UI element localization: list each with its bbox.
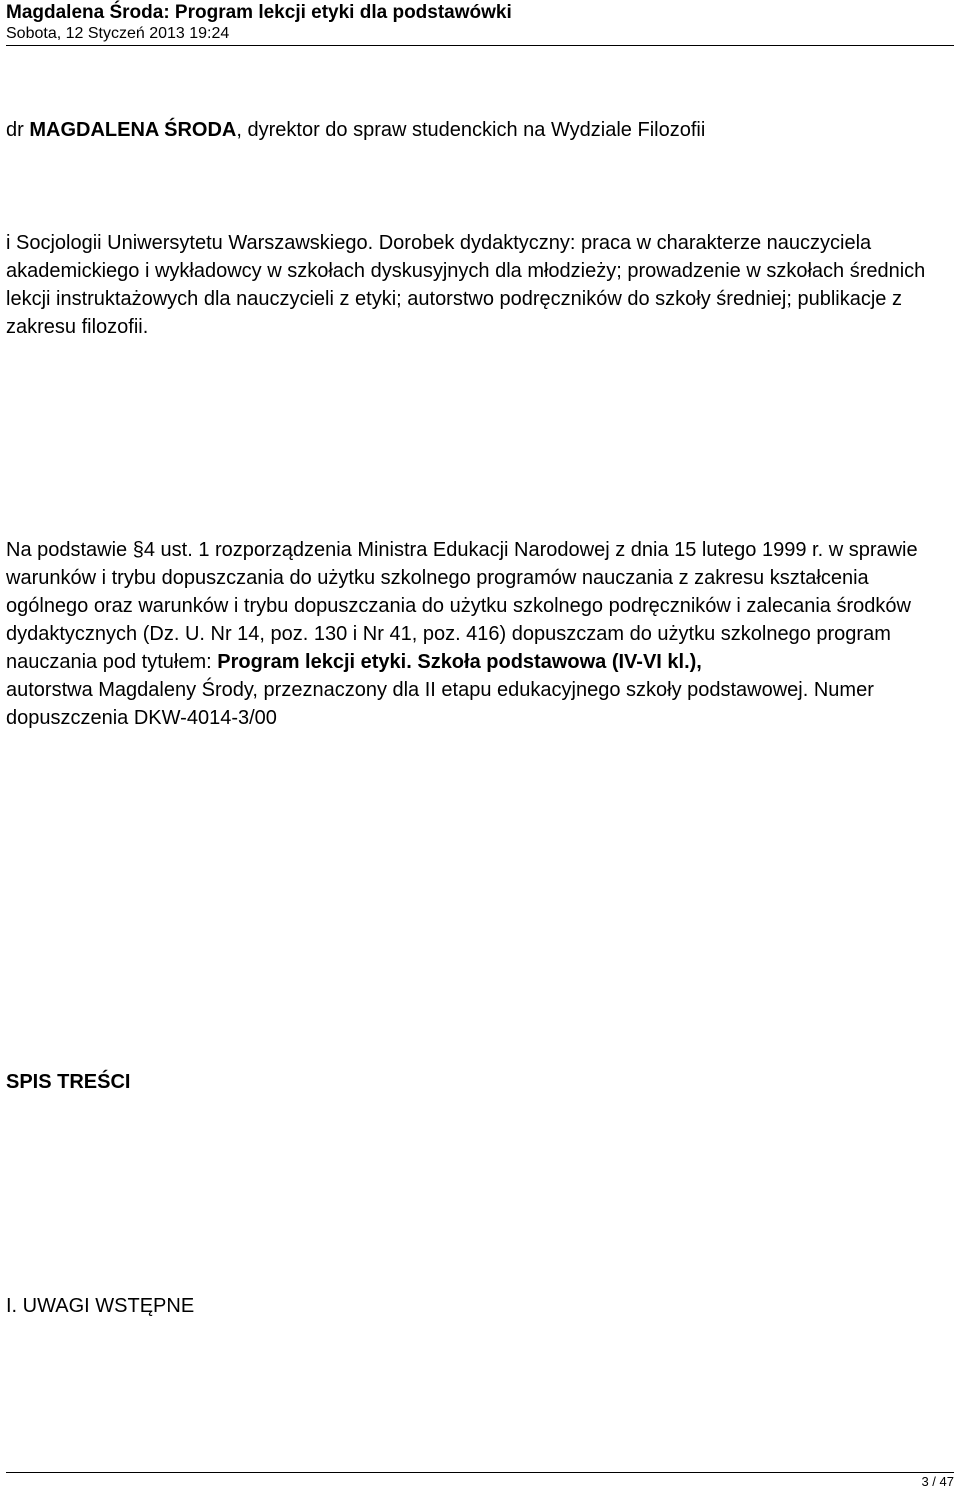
- program-title: Program lekcji etyki. Szkoła podstawowa (IV-VI kl.),: [217, 651, 702, 673]
- document-header: [6, 2, 954, 46]
- section-heading: I. UWAGI WSTĘPNE: [6, 1295, 195, 1317]
- decree-paragraph: [6, 536, 954, 732]
- author-role: , dyrektor do spraw studenckich na Wydziale Filozofii: [236, 119, 706, 141]
- decree-text: Na podstawie §4 ust. 1 rozporządzenia Ministra Edukacji Narodowej z dnia 15 lutego 1999 r. w sprawie warunków i trybu dopuszczania do użytku szkolnego programów nauczania z zakresu kształcenia ogólnego oraz warunków i trybu dopuszczania do użytku szkolnego podręczników i zalecania środków dydaktycznych (Dz. U. Nr 14, poz. 130 i Nr 41, poz. 416) dopuszczam do użytku szkolnego program nauczania pod tytułem:: [6, 539, 918, 673]
- page-footer: [6, 1472, 954, 1491]
- decree-text-continued: autorstwa Magdaleny Środy, przeznaczony dla II etapu edukacyjnego szkoły podstawowej. Numer dopuszczenia DKW-4014-3/00: [6, 679, 874, 729]
- document-date: Sobota, 12 Styczeń 2013 19:24: [6, 25, 230, 42]
- author-name: MAGDALENA ŚRODA: [29, 119, 237, 141]
- author-bio: i Socjologii Uniwersytetu Warszawskiego. Dorobek dydaktyczny: praca w charakterze nauczyciela akademickiego i wykładowcy w szkołach dyskusyjnych dla młodzieży; prowadzenie w szkołach średnich lekcji instruktażowych dla nauczycieli z etyki; autorstwo podręczników do szkoły średniej; publikacje z zakresu filozofii.: [6, 232, 926, 338]
- author-prefix: dr: [6, 119, 30, 141]
- document-title: Magdalena Środa: Program lekcji etyki dla podstawówki: [6, 2, 512, 23]
- toc-heading: SPIS TREŚCI: [6, 1071, 131, 1093]
- page-number: 3 / 47: [921, 1474, 954, 1489]
- author-line: [6, 116, 954, 144]
